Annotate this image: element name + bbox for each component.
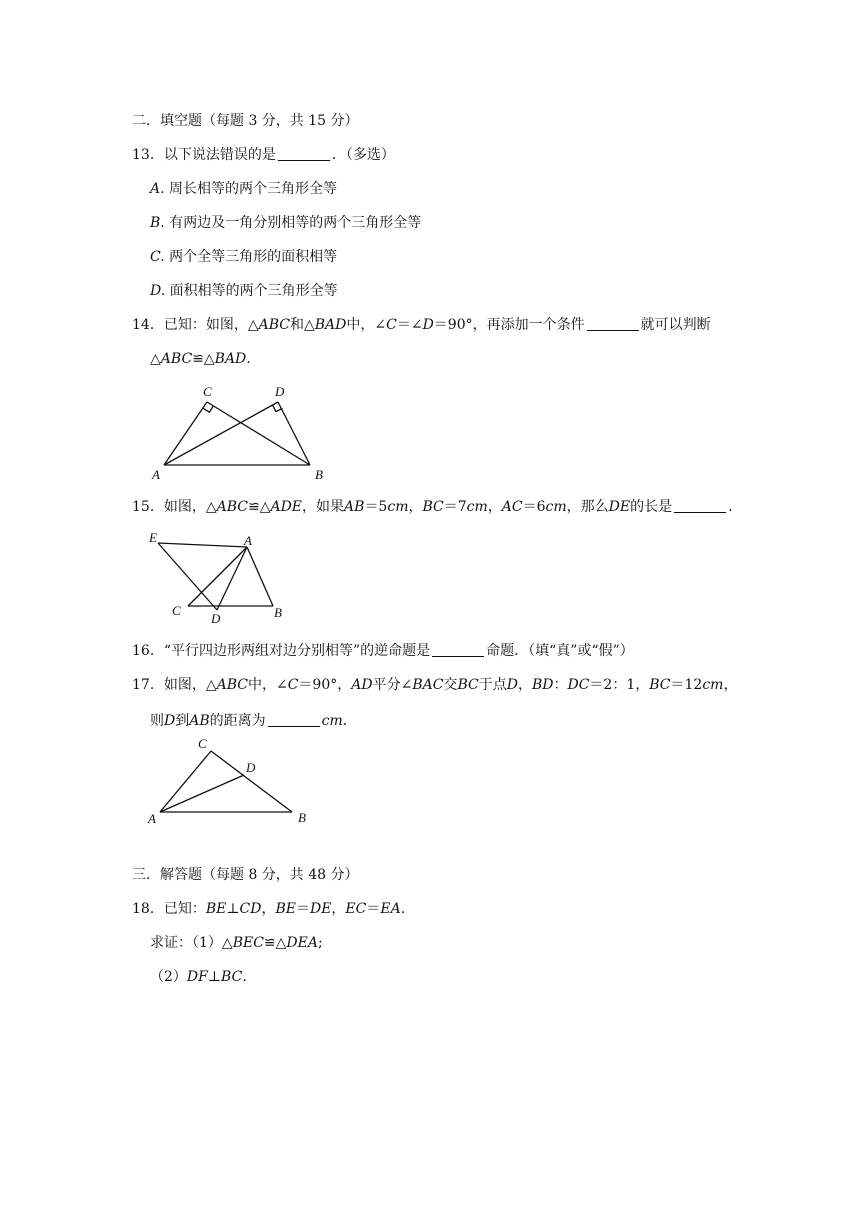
figure-q17	[140, 734, 320, 830]
question-17-stem: 17．如图，△ABC中，∠C＝90°，AD平分∠BAC交BC于点D，BD：DC＝2：1，BC＝12cm，	[132, 677, 738, 693]
option-a: A. 周长相等的两个三角形全等	[150, 181, 338, 197]
answer-blank	[674, 498, 726, 513]
vertex-label-e: E	[149, 530, 157, 545]
question-14-line2: △ABC≌△BAD.	[150, 351, 251, 367]
question-18-prove-2: （2）DF⊥BC.	[150, 969, 247, 985]
vertex-label-b: B	[315, 467, 323, 482]
vertex-label-b: B	[274, 605, 282, 620]
vertex-label-b: B	[298, 810, 306, 825]
vertex-label-d: D	[211, 611, 221, 626]
question-13-stem: 13．以下说法错误的是 ．（多选）	[132, 147, 395, 163]
option-b: B. 有两边及一角分别相等的两个三角形全等	[150, 215, 422, 231]
question-18-stem: 18．已知：BE⊥CD，BE＝DE，EC＝EA.	[132, 901, 406, 917]
question-18-prove-1: 求证：（1）△BEC≌△DEA;	[150, 935, 323, 951]
vertex-label-a: A	[244, 533, 252, 548]
vertex-label-d: D	[275, 384, 285, 399]
section-heading: 三．解答题（每题 8 分，共 48 分）	[132, 867, 359, 883]
vertex-label-d: D	[246, 760, 256, 775]
answer-blank	[587, 316, 639, 331]
vertex-label-c: C	[172, 603, 181, 618]
section-heading: 二．填空题（每题 3 分，共 15 分）	[132, 113, 359, 129]
answer-blank	[278, 146, 330, 161]
vertex-label-a: A	[148, 811, 156, 826]
figure-q14	[140, 378, 340, 484]
figure-q15	[140, 528, 300, 628]
answer-blank	[268, 712, 320, 727]
option-c: C. 两个全等三角形的面积相等	[150, 249, 338, 265]
vertex-label-c: C	[198, 736, 207, 751]
question-17-line2: 则D到AB的距离为 cm.	[150, 713, 348, 729]
question-16-stem: 16．“平行四边形两组对边分别相等”的逆命题是 命题．（填“真”或“假”）	[132, 643, 634, 659]
question-15-stem: 15．如图，△ABC≌△ADE，如果AB＝5cm，BC＝7cm，AC＝6cm，那么DE的长是 .	[132, 499, 733, 515]
vertex-label-c: C	[203, 384, 212, 399]
question-14-stem: 14．已知：如图，△ABC和△BAD中，∠C＝∠D＝90°，再添加一个条件 就可以判断	[132, 317, 711, 333]
option-d: D. 面积相等的两个三角形全等	[150, 283, 338, 299]
vertex-label-a: A	[152, 467, 160, 482]
answer-blank	[432, 642, 484, 657]
